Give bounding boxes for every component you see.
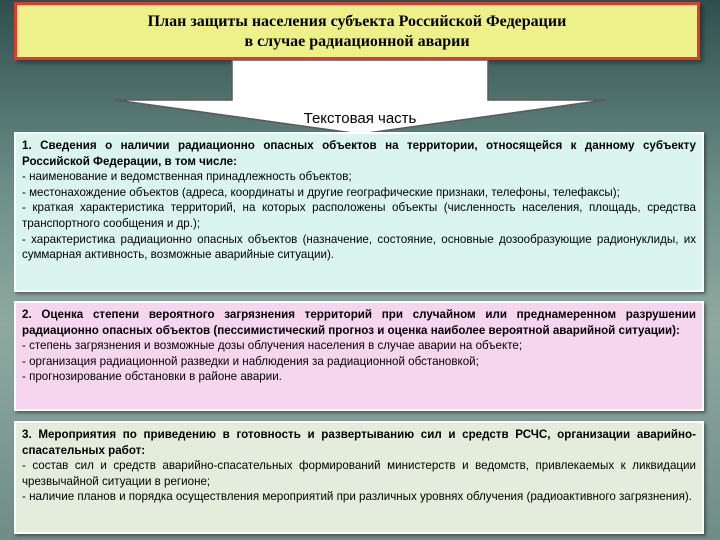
section-1: [14, 132, 704, 292]
list-item: - организация радиационной разведки и наблюдения за радиационной обстановкой;: [22, 354, 479, 368]
section-heading: 1. Сведения о наличии радиационно опасных объектов на территории, относящейся к данному субъекту Российской Федерации, в том числе:: [22, 139, 696, 168]
list-item: - прогнозирование обстановки в районе аварии.: [22, 370, 282, 384]
list-item: - местонахождение объектов (адреса, координаты и другие географические признаки, телефоны, телефаксы);: [22, 185, 620, 199]
list-item: - наличие планов и порядка осуществления мероприятий при различных уровнях облучения (радиоактивного загрязнения).: [22, 490, 692, 504]
title-box: [14, 2, 700, 60]
section-2: [14, 301, 704, 411]
section-heading: 3. Мероприятия по приведению в готовность и развертыванию сил и средств РСЧС, организации аварийно-спасательных работ:: [22, 428, 696, 457]
list-item: - состав сил и средств аварийно-спасательных формирований министерств и ведомств, привлекаемых к ликвидации чрезвычайной ситуации в регионе;: [22, 459, 696, 488]
list-item: - наименование и ведомственная принадлежность объектов;: [22, 170, 352, 184]
subtitle: Текстовая часть: [303, 110, 417, 127]
list-item: - характеристика радиационно опасных объектов (назначение, состояние, основные дозообразующие радионуклиды, их суммарная активность, возможные аварийные ситуации).: [22, 232, 696, 262]
title-line-2: в случае радиационной аварии: [244, 33, 470, 50]
list-item: - степень загрязнения и возможные дозы облучения населения в случае аварии на объекте;: [22, 339, 523, 353]
title-line-1: План защиты населения субъекта Российской Федерации: [147, 13, 567, 30]
section-heading: 2. Оценка степени вероятного загрязнения территорий при случайном или преднамеренном разрушении радиационно опасных объектов (пессимистический прогноз и оценка наиболее вероятной аварийной ситуации):: [22, 308, 696, 337]
section-3: [14, 421, 704, 534]
list-item: - краткая характеристика территорий, на которых расположены объекты (численность населения, площадь, средства транспортного сообщения и др.);: [22, 201, 696, 230]
